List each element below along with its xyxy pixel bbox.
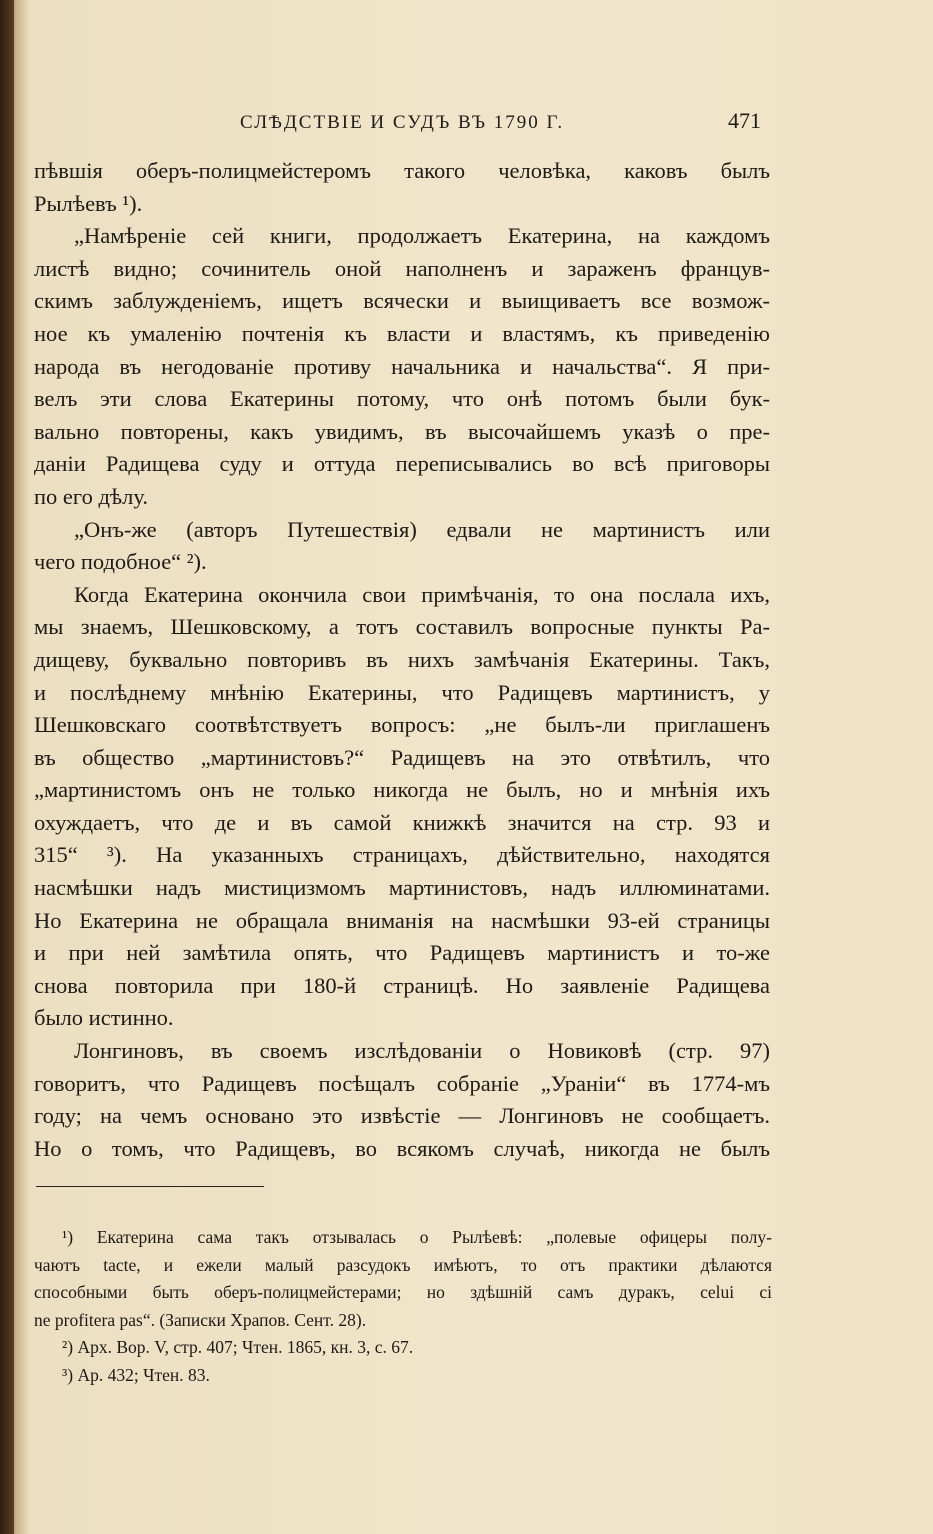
text-line: даніи Радищева суду и оттуда переписывались во всѣ приговоры	[34, 451, 770, 477]
text-line: Но о томъ, что Радищевъ, во всякомъ случаѣ, никогда не былъ	[34, 1135, 770, 1161]
text-line: Рылѣевъ ¹).	[34, 190, 143, 216]
footnotes-block	[34, 1224, 772, 1390]
text-line: пѣвшія оберъ-полицмейстеромъ такого человѣка, каковъ былъ	[34, 158, 770, 183]
text-line: и при ней замѣтила опять, что Радищевъ мартинистъ и то-же	[34, 940, 770, 966]
text-line: мы знаемъ, Шешковскому, а тотъ составилъ вопросные пункты Ра-	[34, 614, 770, 640]
text-line: народа въ негодованіе противу начальника и начальства“. Я при-	[34, 353, 770, 379]
main-text-block	[34, 155, 770, 1165]
text-line: по его дѣлу.	[34, 483, 148, 509]
text-line: охуждаетъ, что де и въ самой книжкѣ значится на стр. 93 и	[34, 809, 770, 835]
text-line: чего подобное“ ²).	[34, 549, 207, 575]
text-line: Шешковскаго соотвѣтствуетъ вопросъ: „не былъ-ли приглашенъ	[34, 712, 770, 738]
text-line: году; на чемъ основано это извѣстіе — Лонгиновъ не сообщаетъ.	[34, 1103, 770, 1129]
running-title: СЛѢДСТВІЕ И СУДЪ ВЪ 1790 Г.	[240, 112, 565, 133]
text-line: насмѣшки надъ мистицизмомъ мартинистовъ, надъ иллюминатами.	[34, 875, 770, 901]
text-line: въ общество „мартинистовъ?“ Радищевъ на это отвѣтилъ, что	[34, 744, 770, 770]
text-line: вально повторены, какъ увидимъ, въ высочайшемъ указѣ о пре-	[34, 418, 770, 444]
text-line: снова повторила при 180-й страницѣ. Но заявленіе Радищева	[34, 972, 770, 998]
book-binding-edge	[0, 0, 14, 1534]
text-line: и послѣднему мнѣнію Екатерины, что Радищевъ мартинистъ, у	[34, 679, 770, 705]
footnote-line: чаютъ tacte, и ежели малый разсудокъ имѣютъ, то отъ практики дѣлаются	[34, 1254, 772, 1275]
footnote-line: ne profitera pas“. (Записки Храпов. Сент. 28).	[34, 1309, 367, 1330]
text-line: листѣ видно; сочинитель оной наполненъ и зараженъ францув-	[34, 255, 770, 281]
footnote-separator	[36, 1186, 264, 1187]
text-line: 315“ ³). На указанныхъ страницахъ, дѣйствительно, находятся	[34, 842, 770, 868]
text-line: ное къ умаленію почтенія къ власти и властямъ, къ приведенію	[34, 320, 770, 346]
text-line: велъ эти слова Екатерины потому, что онѣ потомъ были бук-	[34, 386, 770, 412]
footnote-line: ²) Арх. Вор. V, стр. 407; Чтен. 1865, кн. 3, с. 67.	[62, 1337, 414, 1358]
text-line: „Онъ-же (авторъ Путешествія) едвали не мартинистъ или	[74, 516, 770, 542]
text-line: Когда Екатерина окончила свои примѣчанія, то она послала ихъ,	[74, 581, 770, 607]
text-line: скимъ заблужденіемъ, ищетъ всячески и выищиваетъ все возмож-	[34, 288, 770, 314]
text-line: было истинно.	[34, 1005, 174, 1031]
footnote-line: способными быть оберъ-полицмейстерами; но здѣшній самъ дуракъ, celui ci	[34, 1282, 772, 1303]
text-line: дищеву, буквально повторивъ въ нихъ замѣчанія Екатерины. Такъ,	[34, 646, 770, 672]
text-line: „Намѣреніе сей книги, продолжаетъ Екатерина, на каждомъ	[74, 223, 770, 249]
footnote-line: ¹) Екатерина сама такъ отзывалась о Рылѣевѣ: „полевые офицеры полу-	[62, 1227, 772, 1247]
footnote-line: ³) Ар. 432; Чтен. 83.	[62, 1364, 210, 1385]
page-number: 471	[728, 108, 761, 133]
text-line: Но Екатерина не обращала вниманія на насмѣшки 93-ей страницы	[34, 907, 770, 933]
text-line: „мартинистомъ онъ не только никогда не былъ, но и мнѣнія ихъ	[34, 777, 770, 803]
text-line: Лонгиновъ, въ своемъ изслѣдованіи о Новиковѣ (стр. 97)	[74, 1038, 770, 1064]
text-line: говоритъ, что Радищевъ посѣщалъ собраніе „Ураніи“ въ 1774-мъ	[34, 1070, 770, 1096]
